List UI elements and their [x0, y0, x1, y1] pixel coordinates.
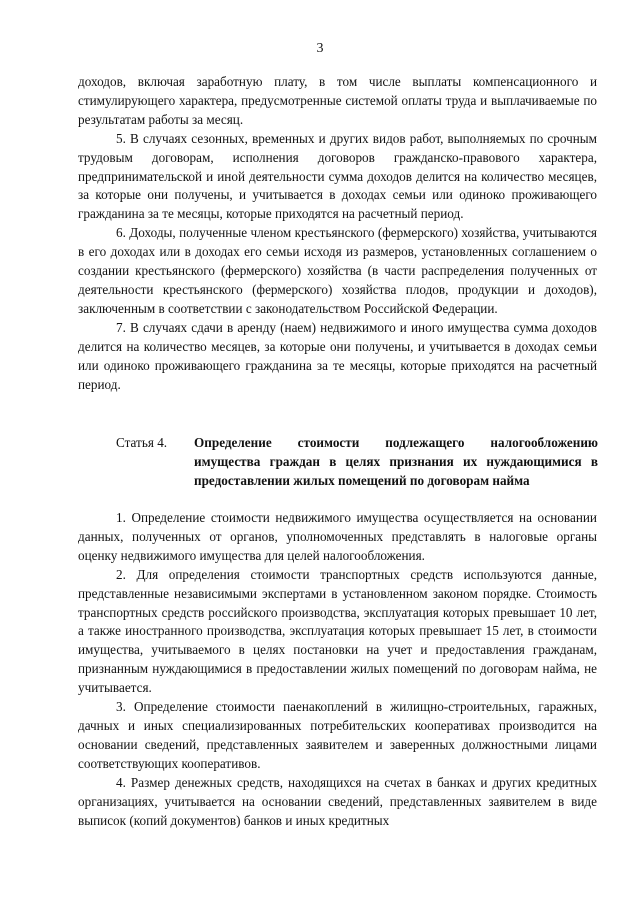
top-text-block: [78, 73, 597, 394]
paragraph-item-5: 5. В случаях сезонных, временных и других видов работ, выполняемых по срочным трудовым договорам, исполнения договоров гражданско-правового характера, предпринимательской и иной деятельности сумма доходов делится на количество месяцев, за которые они получены, и учитывается в доходах семьи или одиноко проживающего гражданина за те месяцы, которые приходятся на расчетный период.: [78, 130, 597, 222]
article-title: Определение стоимости подлежащего налогообложению имущества граждан в целях признания их нуждающимися в предоставлении жилых помещений по договорам найма: [194, 435, 598, 488]
paragraph-item-7: 7. В случаях сдачи в аренду (наем) недвижимого и иного имущества сумма доходов делится на количество месяцев, за которые они получены, и учитывается в доходах семьи или одиноко проживающего гражданина за те месяцы, которые приходятся на расчетный период.: [78, 319, 597, 392]
article-heading: [116, 434, 598, 491]
paragraph-continuation: доходов, включая заработную плату, в том числе выплаты компенсационного и стимулирующего характера, предусмотренные системой оплаты труда и выплачиваемые по результатам работы за месяц.: [78, 74, 597, 127]
article-label: Статья 4.: [116, 435, 168, 450]
paragraph-art4-item-4: 4. Размер денежных средств, находящихся на счетах в банках и других кредитных организациях, учитывается на основании сведений, представленных заявителем в виде выписок (копий документов) банков и иных кредитных: [78, 774, 597, 828]
page-number: 3: [316, 41, 324, 56]
paragraph-item-6: 6. Доходы, полученные членом крестьянского (фермерского) хозяйства, учитываются в его доходах или в доходах его семьи исходя из размеров, установленных соглашением о создании крестьянского (фермерского) хозяйства (в части распределения полученных от деятельности крестьянского (фермерского) хозяйства плодов, продукции и доходов), заключенным в соответствии с законодательством Российской Федерации.: [78, 225, 597, 316]
paragraph-art4-item-3: 3. Определение стоимости паенакоплений в жилищно-строительных, гаражных, дачных и иных специализированных потребительских кооперативах производится на основании сведений, представленных заявителем и заверенных должностными лицами соответствующих кооперативов.: [78, 699, 597, 771]
paragraph-art4-item-1: 1. Определение стоимости недвижимого имущества осуществляется на основании данных, полученных от органов, уполномоченных представлять в налоговые органы оценку недвижимого имущества для целей налогообложения.: [78, 510, 597, 563]
bottom-text-block: [78, 509, 597, 830]
paragraph-art4-item-2: 2. Для определения стоимости транспортных средств используются данные, представленные независимыми экспертами в установленном законом порядке. Стоимость транспортных средств российского производства, эксплуатация которых превышает 10 лет, а также иностранного производства, эксплуатация которых превышает 15 лет, в стоимости имущества, учитываемого в целях постановки на учет и предоставления гражданам, признанным нуждающимися в предоставлении жилых помещений по договорам найма, не учитывается.: [78, 566, 597, 696]
